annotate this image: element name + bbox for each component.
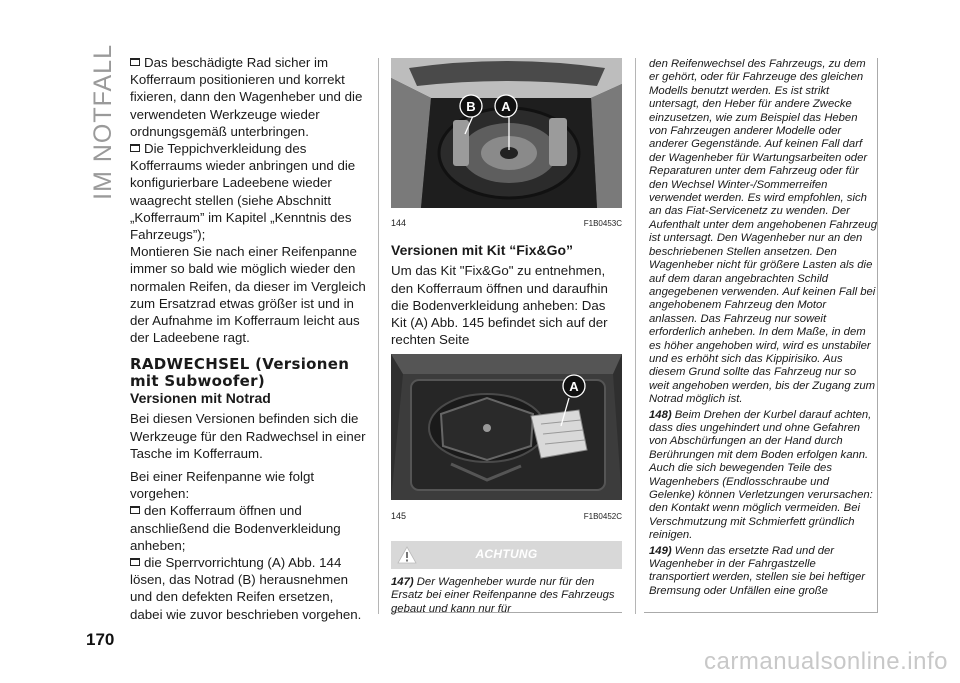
- section-side-title: [86, 40, 120, 200]
- checkbox-bullet-icon: [130, 58, 140, 66]
- warning-label: ACHTUNG: [475, 547, 538, 562]
- warning-149: 149) Wenn das ersetzte Rad und der Wagenheber in der Fahrgastzelle transportiert werden, stellen sie bei heftiger Bremsung oder Unfällen eine große: [649, 544, 866, 597]
- column-divider-left: [378, 58, 379, 614]
- column-1: [130, 54, 366, 623]
- spare-wheel-trunk-photo: [391, 58, 622, 208]
- checkbox-bullet-icon: [130, 144, 140, 152]
- checkbox-bullet-icon: [130, 506, 140, 514]
- figure-number: 145: [391, 510, 407, 521]
- warning-text: 147) Der Wagenheber wurde nur für den Ersatz bei einer Reifenpanne des Fahrzeugs gebaut und kann nur für: [391, 575, 615, 615]
- paragraph: Bei einer Reifenpanne wie folgt vorgehen:: [130, 469, 315, 502]
- figure-caption: [391, 508, 622, 525]
- paragraph: Bei diesen Versionen befinden sich die Werkzeuge für den Radwechsel in einer Tasche im Kofferraum.: [130, 411, 366, 461]
- section-side-title-text: IM NOTFALL: [88, 44, 117, 200]
- callout-label-a: A: [569, 379, 579, 395]
- list-item: Das beschädigte Rad sicher im Kofferraum positionieren und korrekt fixieren, dann den Wagenheber und die verwendeten Werkzeuge wieder ordnungsgemäß unterbringen.: [130, 55, 363, 139]
- column-3: [649, 58, 877, 600]
- callout-label-a: A: [501, 99, 511, 114]
- subsection-heading: Versionen mit Kit “Fix&Go”: [391, 242, 574, 259]
- warning-header: [391, 541, 622, 569]
- warning-number: 149): [649, 544, 672, 557]
- callout-label-b: B: [466, 99, 476, 114]
- figure-code: F1B0452C: [583, 511, 622, 521]
- list-item: die Sperrvorrichtung (A) Abb. 144 lösen, das Notrad (B) herausnehmen und den defekten Reifen ersetzen, dabei wie zuvor beschrieben vorgehen.: [130, 555, 362, 622]
- site-watermark: carmanualsonline.info: [704, 648, 948, 675]
- warning-number: 147): [391, 575, 414, 588]
- warning-triangle-icon: [397, 545, 417, 565]
- subsection-heading: Versionen mit Notrad: [130, 390, 271, 407]
- paragraph: Um das Kit "Fix&Go" zu entnehmen, den Kofferraum öffnen und daraufhin die Bodenverkleidung anheben: Das Kit (A) Abb. 145 befindet sich auf der rechten Seite: [391, 263, 608, 348]
- figure-number: 144: [391, 218, 407, 229]
- column-divider-right: [635, 58, 636, 614]
- figure-145: [391, 354, 622, 524]
- figure-144: [391, 58, 622, 232]
- list-item: Die Teppichverkleidung des Kofferraums wieder anbringen und die konfigurierbare Ladeebene wieder waagrecht stellen (siehe Abschnitt „Kofferraum” im Kapitel „Kenntnis des Fahrzeugs”);: [130, 141, 356, 243]
- page-number: 170: [86, 630, 115, 649]
- checkbox-bullet-icon: [130, 558, 140, 566]
- fix-and-go-kit-photo: [391, 354, 622, 500]
- paragraph: Montieren Sie nach einer Reifenpanne immer so bald wie möglich wieder den normalen Reifen, da dieser im Vergleich zum Ersatzrad etwas größer ist und in der Aufnahme im Kofferraum leicht aus der Ladeebene ragt.: [130, 244, 366, 346]
- warning-continuation: den Reifenwechsel des Fahrzeugs, zu dem er gehört, oder für Fahrzeuge des gleichen Modells benutzt werden. Es ist strikt untersagt, den Heber für andere Zwecke einzusetzen, wie zum Beispiel das Heben von Fahrzeugen anderer Modelle oder anderer Gegenstände. Auf keinen Fall darf der Wagenheber für Wartungsarbeiten oder Reparaturen unter dem Fahrzeug oder für den Wechsel Winter-/Sommerreifen verwendet werden. Es wird empfohlen, sich an das Fiat-Servicenetz zu wenden. Der Aufenthalt unter dem angehobenen Fahrzeug ist untersagt. Den Wagenheber nur an den beschriebenen Stellen ansetzen. Den Wagenheber nicht für größere Lasten als die auf dem daran angebrachten Schild angegebenen verwenden. Auf keinen Fall bei angehobenem Fahrzeug den Motor anlassen. Das Fahrzeug nur soweit erforderlich anheben. In dem Maße, in dem es höher angehoben wird, wird es unstabiler und es erhöht sich das Kippirisiko. Aus diesem Grund sollte das Fahrzeug nur so weit angehoben werden, bis der Zugang zum Notrad möglich ist.: [649, 58, 877, 406]
- column-2: [391, 58, 622, 622]
- figure-caption: [391, 215, 622, 232]
- warning-number: 148): [649, 408, 672, 421]
- figure-code: F1B0453C: [583, 219, 622, 229]
- warning-148: 148) Beim Drehen der Kurbel darauf achten, dass dies ungehindert und ohne Gefahren von Abschürfungen an der Hand durch Berührungen mit dem Boden erfolgen kann. Auch die sich bewegenden Teile des Wagenhebers (Endlosschraube und Gelenke) können Verletzungen verursachen: den Kontakt wenn möglich vermeiden. Bei Verschmutzung mit Schmierfett gründlich reinigen.: [649, 408, 873, 542]
- section-heading: RADWECHSEL (Versionen mit Subwoofer): [130, 355, 350, 391]
- list-item: den Kofferraum öffnen und anschließend die Bodenverkleidung anheben;: [130, 503, 341, 553]
